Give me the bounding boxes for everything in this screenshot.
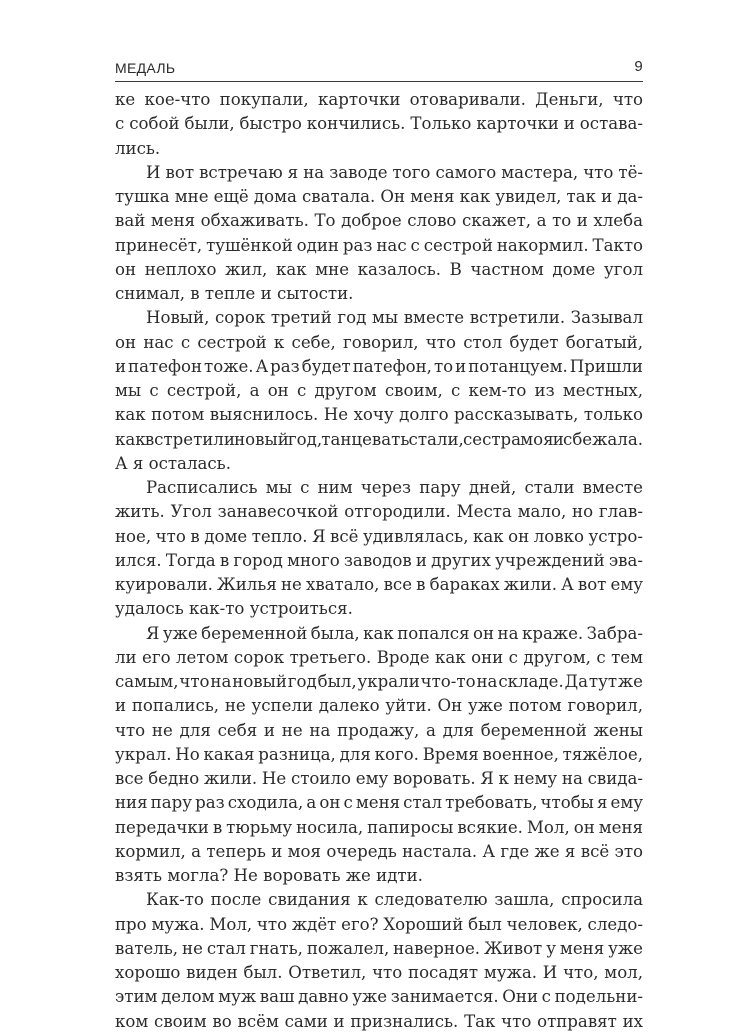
- text-line: украл. Но какая разница, для кого. Время военное, тяжёлое,: [115, 744, 643, 764]
- text-line: он нас с сестрой к себе, говорил, что стол будет богатый,: [115, 332, 643, 352]
- text-line: как встретили новый год, танцевать стали, сестра моя и сбежала.: [115, 429, 643, 449]
- text-line: куировали. Жилья не хватало, все в бараках жили. А вот ему: [115, 575, 643, 594]
- text-line: и патефон тоже. А раз будет патефон, то и потанцуем. Пришли: [115, 356, 643, 376]
- text-line: ился. Тогда в город много заводов и других учреждений эва-: [115, 550, 643, 570]
- text-line: Как-то после свидания к следователю зашла, спросила: [146, 890, 643, 910]
- text-line: про мужа. Мол, что ждёт его? Хороший был человек, следо-: [115, 914, 643, 934]
- text-line: Новый, сорок третий год мы вместе встретили. Зазывал: [146, 308, 643, 328]
- text-line: тушка мне ещё дома сватала. Он меня как увидел, так и да-: [115, 187, 643, 206]
- text-line: все бедно жили. Не стоило ему воровать. Я к нему на свида-: [115, 769, 643, 788]
- text-line: лись.: [115, 138, 161, 158]
- text-line: ли его летом сорок третьего. Вроде как они с другом, с тем: [115, 647, 643, 667]
- text-line: снимал, в тепле и сытости.: [115, 284, 354, 303]
- text-line: ния пару раз сходила, а он с меня стал требовать, чтобы я ему: [115, 793, 643, 813]
- text-line: принесёт, тушёнкой один раз нас с сестрой накормил. Такто: [115, 235, 643, 255]
- text-line: что не для себя и не на продажу, а для беременной жены: [115, 720, 643, 740]
- text-line: удалось как-то устроиться.: [115, 599, 353, 619]
- text-line: ватель, не стал гнать, пожалел, наверное. Живот у меня уже: [115, 938, 643, 958]
- running-title: МЕДАЛЬ: [115, 60, 176, 76]
- text-line: А я осталась.: [115, 453, 231, 473]
- text-line: кормил, а теперь и моя очередь настала. А где же я всё это: [115, 841, 643, 861]
- page-number: 9: [634, 58, 643, 75]
- text-line: взять могла? Не воровать же идти.: [115, 866, 423, 885]
- text-line: этим делом муж ваш давно уже занимается. Они с подельни-: [115, 987, 643, 1007]
- text-line: с собой были, быстро кончились. Только карточки и остава-: [115, 114, 643, 134]
- text-line: ке кое-что покупали, карточки отоваривали. Деньги, что: [115, 90, 643, 109]
- text-line: ное, что в доме тепло. Я всё удивлялась, как он ловко устро-: [115, 526, 643, 546]
- text-line: и попались, не успели далеко уйти. Он уже потом говорил,: [115, 696, 643, 716]
- text-line: мы с сестрой, а он с другом своим, с кем-то из местных,: [115, 381, 643, 400]
- text-line: Я уже беременной была, как попался он на краже. Забра-: [146, 623, 643, 643]
- text-line: Расписались мы с ним через пару дней, стали вместе: [146, 478, 643, 497]
- text-line: передачки в тюрьму носила, папиросы всякие. Мол, он меня: [115, 817, 643, 837]
- header-rule: [115, 81, 643, 82]
- text-line: он неплохо жил, как мне казалось. В частном доме угол: [115, 259, 643, 279]
- text-line: И вот встречаю я на заводе того самого мастера, что тё-: [146, 162, 643, 182]
- text-line: самым, что на новый год был, украли что-то на складе. Да тут же: [115, 672, 643, 691]
- running-head: [115, 58, 643, 82]
- text-line: как потом выяснилось. Не хочу долго рассказывать, только: [115, 405, 643, 425]
- text-line: ком своим во всём сами и признались. Так что отправят их: [115, 1011, 643, 1031]
- text-line: вай меня обхаживать. То доброе слово скажет, а то и хлеба: [115, 211, 643, 231]
- text-line: жить. Угол занавесочкой отгородили. Места мало, но глав-: [115, 502, 643, 522]
- body-text: [115, 88, 643, 1034]
- text-line: хорошо виден был. Ответил, что посадят мужа. И что, мол,: [115, 963, 643, 982]
